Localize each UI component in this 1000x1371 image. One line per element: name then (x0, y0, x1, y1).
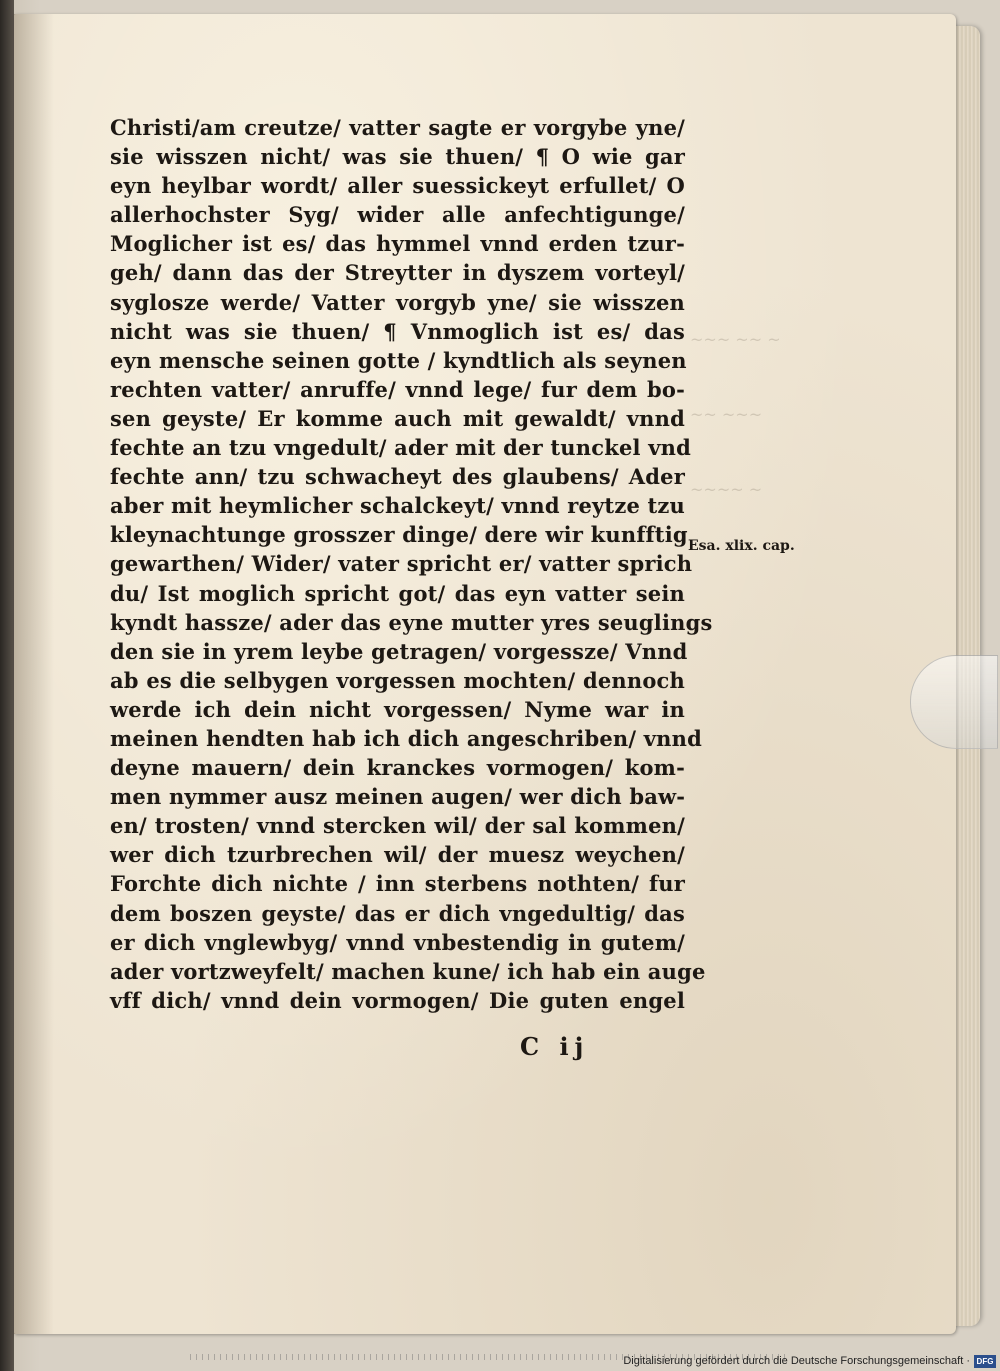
text-line: gewarthen/ Wider/ vater spricht er/ vatter sprich (110, 551, 693, 577)
text-line: er dich vnglewbyg/ vnnd vnbestendig in gutem/ (110, 929, 685, 955)
main-text-block (110, 113, 713, 1015)
text-line: aber mit heymlicher schalckeyt/ vnnd reytze tzu (110, 493, 686, 519)
text-line: wer dich tzurbrechen wil/ der muesz weychen/ (110, 842, 685, 868)
text-line: ader vortzweyfelt/ machen kune/ ich hab ein auge (110, 958, 706, 984)
text-line: meinen hendten hab ich dich angeschriben/ vnnd (110, 725, 702, 751)
text-line: den sie in yrem leybe getragen/ vorgessze/ Vnnd (110, 638, 688, 664)
text-line: sygloszе werde/ Vatter vorgyb yne/ sie wisszen (110, 289, 685, 315)
dfg-logo-icon: DFG (974, 1355, 996, 1368)
text-line: eyn mensche seinen gotte / kyndtlich als seynen (110, 347, 687, 373)
text-line: werde ich dein nicht vorgessen/ Nyme war in (110, 696, 685, 722)
text-line: rechten vatter/ anruffe/ vnnd lege/ fur dem bo- (110, 376, 685, 402)
text-line: nicht was sie thuen/ ¶ Vnmoglich ist es/ das (110, 318, 685, 344)
text-line: geh/ dann das der Streytter in dyszem vorteyl/ (110, 260, 685, 286)
text-line: sen geyste/ Er komme auch mit gewaldt/ vnnd (110, 405, 685, 431)
text-line: kyndt hassze/ ader das eyne mutter yres seuglings (110, 609, 713, 635)
text-line: deyne mauern/ dein kranckes vormogen/ kom- (110, 755, 685, 781)
text-line: Christi/am creutze/ vatter sagte er vorgybe yne/ (110, 115, 685, 140)
bleed-through: ~~~ ~~ ~ (690, 330, 781, 349)
text-line: du/ Ist moglich spricht got/ das eyn vatter sein (110, 580, 685, 606)
text-line: en/ trosten/ vnnd stercken wil/ der sal kommen/ (110, 813, 685, 839)
text-line: ab es die selbygen vorgessen mochten/ dennoch (110, 667, 685, 693)
gutter-shadow (14, 14, 54, 1334)
bleed-through: ~~ ~~~ (690, 405, 763, 424)
text-line: vff dich/ vnnd dein vormogen/ Die guten engel (110, 987, 685, 1013)
text-line: fechte ann/ tzu schwacheyt des glaubens/ Ader (110, 464, 685, 490)
text-line: allerhochster Syg/ wider alle anfechtigunge/ (110, 202, 685, 228)
text-line: sie wisszen nicht/ was sie thuen/ ¶ O wie gar (110, 144, 685, 170)
text-line: eyn heylbar wordt/ aller suessickeyt erfullet/ O (110, 173, 685, 199)
page-clip (910, 655, 998, 749)
text-line: fechte an tzu vngedult/ ader mit der tunckel vnd (110, 435, 691, 461)
text-line: men nymmer ausz meinen augen/ wer dich baw- (110, 784, 686, 810)
marginal-note: Esa. xlix. cap. (688, 538, 795, 554)
text-line: Forchte dich nichte / inn sterbens nothten/ fur (110, 871, 685, 897)
bleed-through: ~~~~ ~ (690, 480, 763, 499)
text-line: Moglicher ist es/ das hymmel vnnd erden tzur- (110, 231, 685, 257)
book-spine (0, 0, 14, 1371)
signature-mark: C ij (520, 1032, 590, 1061)
text-line: kleynachtunge grosszer dinge/ dere wir kunfftig (110, 522, 688, 548)
text-line: dem boszen geyste/ das er dich vngedultig/ das (110, 900, 685, 926)
digitization-credit: Digitalisierung gefördert durch die Deutsche Forschungsgemeinschaft · (623, 1355, 970, 1367)
